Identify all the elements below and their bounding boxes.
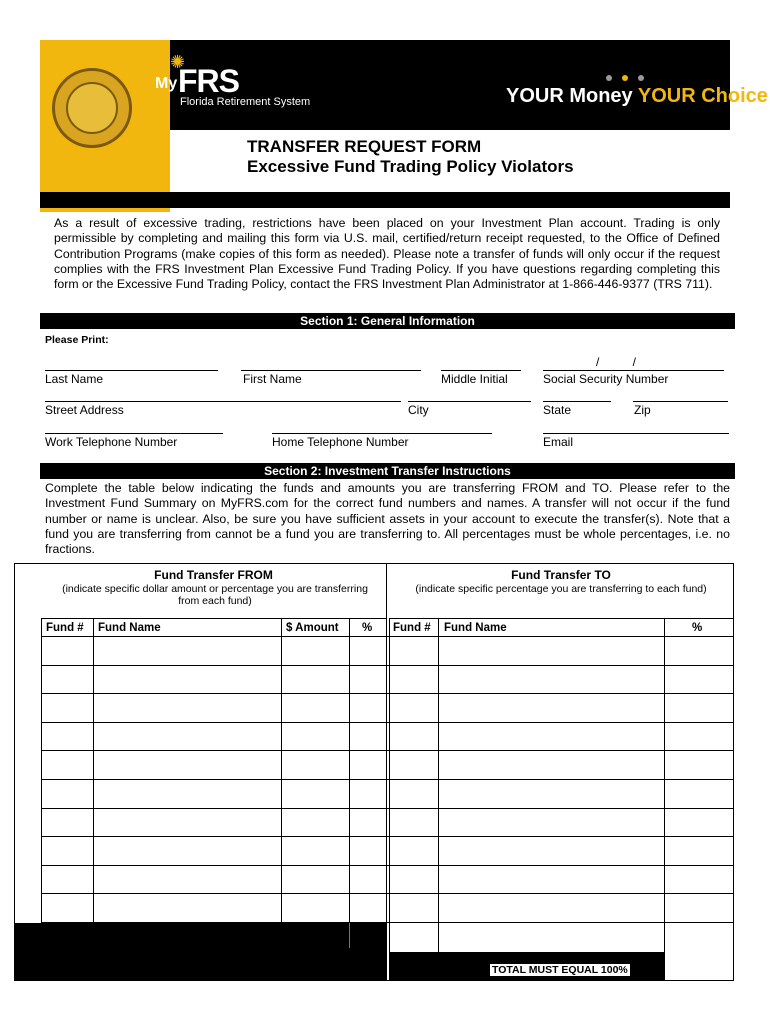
logo-my: My (155, 75, 178, 92)
seal-center (66, 82, 118, 134)
ssn-field[interactable] (543, 370, 724, 371)
table-col-line (438, 618, 439, 953)
ssn-slashes: / / (596, 355, 637, 369)
table-row[interactable] (41, 722, 733, 723)
ssn-label: Social Security Number (543, 372, 669, 386)
col-fund-name: Fund Name (98, 622, 161, 634)
col-to-fund-name: Fund Name (444, 622, 507, 634)
col-fund-number: Fund # (46, 622, 84, 634)
table-col-line (41, 618, 42, 953)
first-name-field[interactable] (241, 370, 421, 371)
sun-icon: ✺ (170, 52, 186, 72)
col-to-fund-number: Fund # (393, 622, 431, 634)
table-col-line (93, 618, 94, 923)
home-phone-label: Home Telephone Number (272, 435, 409, 449)
table-row[interactable] (41, 665, 733, 666)
zip-field[interactable] (633, 401, 728, 402)
col-amount: $ Amount (286, 622, 339, 634)
tagline-part1: YOUR Money (506, 85, 633, 107)
section1-header: Section 1: General Information (40, 313, 735, 329)
work-phone-label: Work Telephone Number (45, 435, 178, 449)
email-field[interactable] (543, 433, 729, 434)
table-row[interactable] (41, 779, 733, 780)
table-row[interactable] (41, 693, 733, 694)
from-total-block (15, 923, 386, 980)
please-print-label: Please Print: (45, 334, 109, 346)
table-row-line (389, 618, 733, 619)
last-name-field[interactable] (45, 370, 218, 371)
total-label: TOTAL MUST EQUAL 100% (492, 964, 628, 976)
city-label: City (408, 403, 429, 417)
divider-bar (40, 192, 730, 208)
table-row[interactable] (41, 893, 733, 894)
intro-paragraph: As a result of excessive trading, restrictions have been placed on your Investment Plan account. Trading is only permissible by completing and mailing this form via U.S. mail, certified/return receipt requested, to the Office of Defined Contribution Programs (make copies of this form as needed). Please note a transfer of funds will only occur if the request complies with the FRS Investment Plan Excessive Fund Trading Policy. If you have questions regarding completing this form or the Excessive Fund Trading Policy, contact the FRS Investment Plan Administrator at 1-866-446-9377 (TRS 711). (54, 216, 720, 292)
col-percent: % (362, 622, 373, 634)
table-header-line (41, 636, 733, 637)
section2-instructions: Complete the table below indicating the funds and amounts you are transferring FROM and TO. Please refer to the Investment Fund Summary on MyFRS.com for the correct fund numbers and names. A transfer will not occur if the fund number or name is unclear. Also, be sure you have sufficient assets in your account to execute the transfer(s). Note that a fund you are transferring from cannot be a fund you are transferring to. All percentages must be whole percentages, i.e. no fractions. (45, 481, 730, 557)
section2-header: Section 2: Investment Transfer Instructions (40, 463, 735, 479)
from-title: Fund Transfer FROM (154, 568, 273, 582)
street-address-field[interactable] (45, 401, 401, 402)
table-row[interactable] (41, 865, 733, 866)
city-field[interactable] (408, 401, 531, 402)
middle-initial-label: Middle Initial (441, 372, 508, 386)
form-title: TRANSFER REQUEST FORM (247, 137, 482, 156)
home-phone-field[interactable] (272, 433, 492, 434)
table-row[interactable] (41, 750, 733, 751)
from-subtitle: (indicate specific dollar amount or percentage you are transferring from each fund) (62, 583, 368, 607)
logo-subtitle: Florida Retirement System (180, 96, 311, 108)
tagline-part2: YOUR Choice (637, 85, 768, 107)
form-subtitle: Excessive Fund Trading Policy Violators (247, 157, 574, 176)
logo-frs: FRS (178, 63, 239, 99)
email-label: Email (543, 435, 574, 449)
middle-initial-field[interactable] (441, 370, 521, 371)
last-name-label: Last Name (45, 372, 104, 386)
tagline (506, 85, 768, 108)
table-col-line (349, 618, 350, 923)
street-address-label: Street Address (45, 403, 124, 417)
dots-decoration (606, 68, 654, 86)
table-col-line (389, 618, 390, 953)
zip-label: Zip (634, 403, 651, 417)
state-label: State (543, 403, 572, 417)
table-row[interactable] (41, 836, 733, 837)
to-subtitle: (indicate specific percentage you are transferring to each fund) (415, 583, 707, 595)
table-divider-middle (386, 563, 387, 981)
work-phone-field[interactable] (45, 433, 223, 434)
first-name-label: First Name (243, 372, 302, 386)
table-row-line (41, 618, 386, 619)
to-title: Fund Transfer TO (511, 568, 611, 582)
col-to-percent: % (692, 622, 703, 634)
table-col-line (349, 923, 350, 948)
table-col-line (281, 618, 282, 923)
state-field[interactable] (543, 401, 611, 402)
table-row[interactable] (41, 808, 733, 809)
table-col-line (664, 618, 665, 981)
